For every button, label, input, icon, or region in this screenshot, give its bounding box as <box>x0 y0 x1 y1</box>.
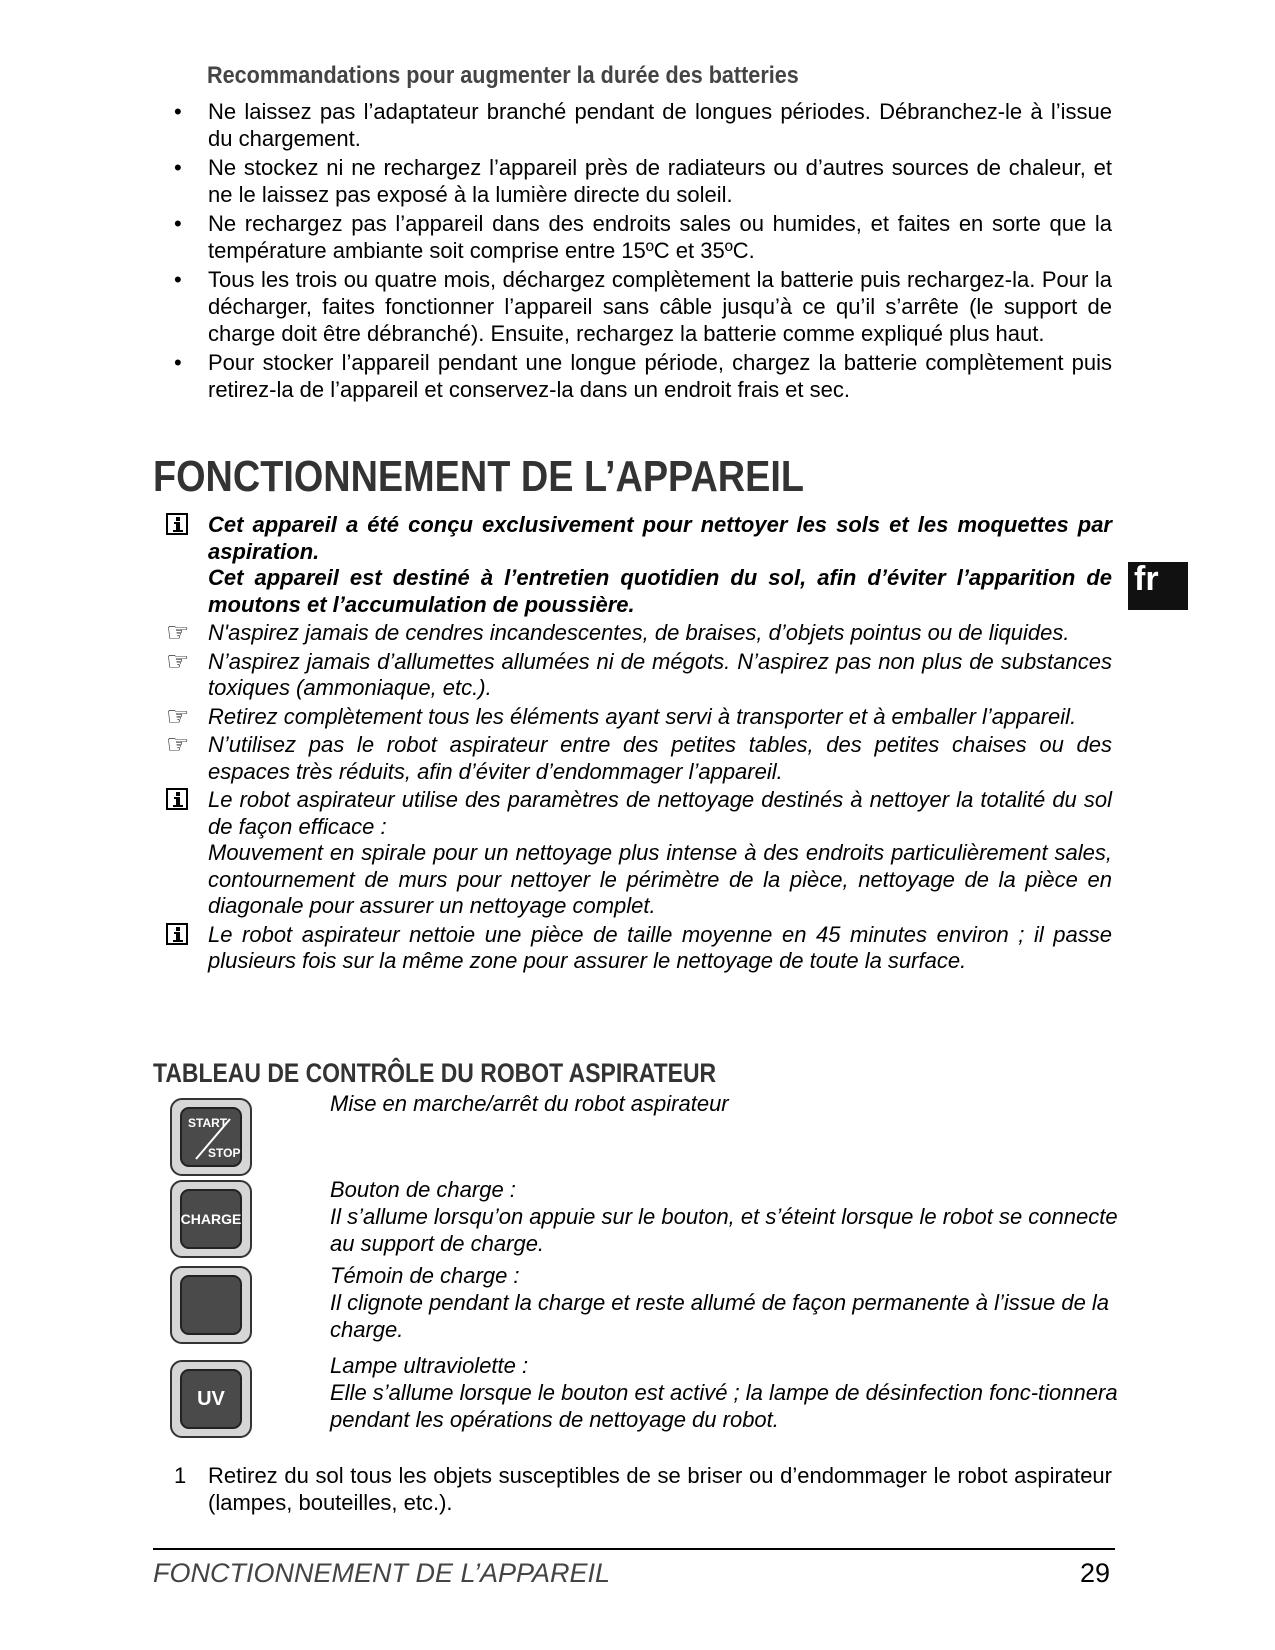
list-item: • Ne laissez pas l’adaptateur branché pendant de longues périodes. Débranchez-le à l’issue du chargement. <box>174 99 1112 151</box>
info-note: Cet appareil a été conçu exclusivement pour nettoyer les sols et les moquettes par aspiration. Cet appareil est destiné à l’entretien quotidien du sol, afin d’éviter l’apparition de moutons et l’accumulation de poussière. <box>160 512 1112 618</box>
bullet-icon: • <box>174 99 182 124</box>
page-title: FONCTIONNEMENT DE L’APPAREIL <box>153 452 805 501</box>
info-note: Le robot aspirateur nettoie une pièce de taille moyenne en 45 minutes environ ; il passe plusieurs fois sur la même zone pour assurer le nettoyage de toute la surface. <box>160 922 1112 975</box>
info-note: Le robot aspirateur utilise des paramètres de nettoyage destinés à nettoyer la totalité du sol de façon efficace : Mouvement en spirale pour un nettoyage plus intense à des endroits particulièrement sales, contournement de murs pour nettoyer le périmètre de la pièce, nettoyage de la pièce en diagonale pour assurer un nettoyage complet. <box>160 787 1112 920</box>
info-icon <box>166 923 192 945</box>
usage-notes <box>160 512 1112 977</box>
bullet-icon: • <box>174 211 182 236</box>
language-tab: fr <box>1128 562 1188 610</box>
page-number: 29 <box>1080 1558 1111 1588</box>
bullet-icon: • <box>174 155 182 180</box>
pointing-hand-icon: ☞ <box>166 700 190 731</box>
footer-section-title: FONCTIONNEMENT DE L’APPAREIL <box>153 1558 611 1588</box>
warning-note: ☞ N’utilisez pas le robot aspirateur entre des petites tables, des petites chaises ou des espaces très réduits, afin d’éviter d’endommager l’appareil. <box>166 729 1112 784</box>
uv-button: UV <box>170 1360 252 1438</box>
start-stop-button: START STOP <box>170 1098 252 1176</box>
warning-note: ☞ N’aspirez jamais d’allumettes allumées ni de mégots. N’aspirez pas non plus de substances toxiques (ammoniaque, etc.). <box>166 645 1112 700</box>
warning-note: ☞ N'aspirez jamais de cendres incandescentes, de braises, d’objets pointus ou de liquides. <box>166 617 1070 647</box>
uv-description: Lampe ultraviolette : Elle s’allume lorsque le bouton est activé ; la lampe de désinfection fonc-tionnera pendant les opérations de nettoyage du robot. <box>330 1353 1118 1432</box>
charge-button: CHARGE <box>170 1180 252 1258</box>
info-icon <box>166 513 192 535</box>
control-panel-heading: TABLEAU DE CONTRÔLE DU ROBOT ASPIRATEUR <box>153 1058 717 1088</box>
list-item: • Tous les trois ou quatre mois, déchargez complètement la batterie puis rechargez-la. Pour la décharger, faites fonctionner l’appareil sans câble jusqu’à ce qu’il s’arrête (le support de charge doit être débranché). Ensuite, rechargez la batterie comme expliqué plus haut. <box>174 267 1112 346</box>
pointing-hand-icon: ☞ <box>166 729 190 759</box>
battery-heading: Recommandations pour augmenter la durée des batteries <box>207 62 799 89</box>
bullet-icon: • <box>174 267 182 292</box>
info-icon <box>166 788 192 810</box>
list-item: • Pour stocker l’appareil pendant une longue période, chargez la batterie complètement puis retirez-la de l’appareil et conservez-la dans un endroit frais et sec. <box>174 350 1112 402</box>
list-item: • Ne rechargez pas l’appareil dans des endroits sales ou humides, et faites en sorte que la température ambiante soit comprise entre 15ºC et 35ºC. <box>174 211 1112 263</box>
charge-indicator-light <box>170 1266 252 1344</box>
battery-list <box>168 98 1112 405</box>
warning-note: ☞ Retirez complètement tous les éléments ayant servi à transporter et à emballer l’appareil. <box>166 700 1077 731</box>
charge-description: Bouton de charge : Il s’allume lorsqu’on appuie sur le bouton, et s’éteint lorsque le robot se connecte au support de charge. <box>330 1177 1118 1256</box>
charge-indicator-description: Témoin de charge : Il clignote pendant la charge et reste allumé de façon permanente à l’issue de la charge. <box>330 1263 1110 1342</box>
step-item: 1 Retirez du sol tous les objets susceptibles de se briser ou d’endommager le robot aspirateur (lampes, bouteilles, etc.). <box>174 1463 1112 1515</box>
step-number: 1 <box>174 1463 187 1488</box>
pointing-hand-icon: ☞ <box>166 645 190 676</box>
footer-divider <box>153 1548 1115 1550</box>
start-stop-description: Mise en marche/arrêt du robot aspirateur <box>330 1091 729 1116</box>
pointing-hand-icon: ☞ <box>166 617 190 647</box>
list-item: • Ne stockez ni ne rechargez l’appareil près de radiateurs ou d’autres sources de chaleur, et ne le laissez pas exposé à la lumière directe du soleil. <box>174 155 1112 207</box>
bullet-icon: • <box>174 350 182 375</box>
